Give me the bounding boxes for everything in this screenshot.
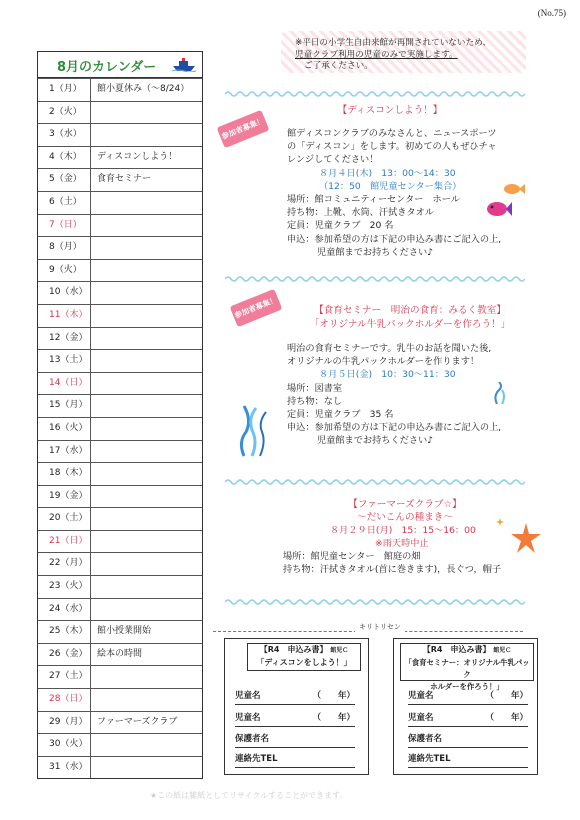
notice-line-2: 児童クラブ利用の児童のみで実施します。: [295, 49, 458, 60]
shokuiku-capacity: 定員：児童クラブ 35 名: [287, 409, 394, 421]
calendar-row: [38, 620, 202, 643]
calendar-event: [91, 599, 97, 621]
calendar-event: [91, 282, 97, 304]
calendar-row: [38, 530, 202, 553]
calendar-date: 23（火）: [38, 576, 91, 598]
shokuiku-title-1: 【食育セミナー 明治の食育：みるく教室】: [314, 305, 506, 316]
seaweed-icon: [236, 402, 272, 458]
calendar-event: [91, 192, 97, 214]
child-name-field-1[interactable]: 児童名 （ 年）: [235, 689, 355, 705]
calendar-row: [38, 485, 202, 508]
calendar-date: 10（水）: [38, 282, 91, 304]
calendar-event: 館小夏休み（～8/24）: [97, 84, 190, 94]
disukon-body: [287, 127, 527, 259]
calendar-row: [38, 733, 202, 756]
calendar-row: [38, 236, 202, 259]
farmers-title-2: ～だいこんの種まき～: [357, 512, 453, 523]
disukon-line: 館ディスコンクラブのみなさんと、ニュースポーツ: [287, 128, 497, 139]
disukon-line: の「ディスコン」をします。初めての人もぜひチャ: [287, 141, 497, 153]
slip-title: 「ディスコンをしよう！」: [256, 658, 352, 667]
disukon-meet: （12：50 館児童センター集合）: [319, 180, 462, 192]
calendar-row: [38, 327, 202, 350]
calendar-date: 7（日）: [38, 215, 91, 237]
child-name-field-2[interactable]: 児童名 （ 年）: [408, 711, 528, 727]
calendar-event: [91, 215, 97, 237]
calendar-date: 12（金）: [38, 328, 91, 350]
calendar-event: [91, 441, 97, 463]
calendar-date: 16（火）: [38, 418, 91, 440]
recycle-footer: ★この紙は雑紙としてリサイクルすることができます。: [150, 791, 348, 800]
calendar-date: 2（火）: [38, 102, 91, 124]
calendar-event: ディスコンしよう！: [97, 151, 178, 162]
notice-line-3: ご了承ください。: [304, 61, 373, 71]
calendar-date: 31（水）: [38, 757, 91, 779]
guardian-name-field[interactable]: 保護者名: [235, 732, 355, 748]
child-name-field-1[interactable]: 児童名 （ 年）: [408, 689, 528, 705]
recruit-badge: 参加者募集！: [217, 110, 270, 148]
calendar-event: [91, 373, 97, 395]
ship-icon: [172, 58, 196, 72]
disukon-apply: 申込：参加希望の方は下記の申込み書にご記入の上,: [287, 233, 502, 245]
calendar-date: 8（月）: [38, 237, 91, 259]
calendar-date: 20（土）: [38, 508, 91, 530]
calendar-date: 17（水）: [38, 441, 91, 463]
calendar-row: [38, 643, 202, 666]
calendar-row: [38, 507, 202, 530]
calendar-row: [38, 146, 202, 169]
calendar-row: [38, 168, 202, 191]
shokuiku-items: 持ち物：なし: [287, 395, 343, 407]
disukon-place: 場所：館コミュニティーセンター ホール: [287, 194, 460, 206]
shokuiku-line: 明治の食育セミナーです。乳牛のお話を聞いた後,: [287, 343, 492, 354]
slip-head: 【R4 申込み書】 館児Ｃ: [422, 645, 512, 654]
disukon-line: レンジしてください！: [287, 154, 379, 166]
child-name-field-2[interactable]: 児童名 （ 年）: [235, 711, 355, 727]
calendar-row: [38, 191, 202, 214]
disukon-apply-2: 児童館までお持ちください♪: [317, 246, 434, 258]
recruit-badge: 参加者募集！: [230, 289, 283, 327]
calendar-date: 27（土）: [38, 666, 91, 688]
calendar-event: [91, 328, 97, 350]
calendar-event: [91, 350, 97, 372]
seaweed-icon: [493, 382, 507, 404]
calendar-event: [91, 553, 97, 575]
calendar-row: [38, 575, 202, 598]
application-slip-shokuiku: [393, 638, 538, 775]
calendar-event: [91, 757, 97, 779]
calendar-row: [38, 417, 202, 440]
calendar-date: 14（日）: [38, 373, 91, 395]
calendar-row: [38, 101, 202, 124]
calendar-row: [38, 462, 202, 485]
slip-title-1: 「食育セミナー：オリジナル牛乳パック: [404, 658, 530, 679]
calendar-date: 1（月）: [38, 79, 91, 101]
wave-divider: [225, 478, 525, 486]
calendar-event: 食育セミナー: [97, 174, 152, 185]
calendar-event: [91, 260, 97, 282]
calendar-date: 26（金）: [38, 644, 91, 666]
page-number: (No.75): [537, 8, 566, 18]
calendar-date: 18（木）: [38, 463, 91, 485]
calendar-event: [91, 395, 97, 417]
farmers-place: 場所：館児童センター 館庭の畑: [283, 551, 421, 562]
calendar-row: [38, 123, 202, 146]
wave-divider: [225, 275, 525, 283]
calendar-event: [91, 576, 97, 598]
calendar-date: 11（木）: [38, 305, 91, 327]
calendar-date: 22（月）: [38, 553, 91, 575]
shokuiku-apply: 申込：参加希望の方は下記の申込み書にご記入の上,: [287, 422, 502, 434]
calendar-event: 絵本の時間: [97, 648, 143, 659]
disukon-items: 持ち物：上靴、水筒、汗拭きタオル: [287, 207, 434, 219]
disukon-date: ８月４日(木) 13：00～14：30: [319, 167, 456, 179]
slip-title-box: [247, 643, 361, 671]
calendar-event: [91, 486, 97, 508]
calendar-date: 6（土）: [38, 192, 91, 214]
calendar-row: [38, 394, 202, 417]
calendar-row: [38, 259, 202, 282]
calendar-date: 30（火）: [38, 734, 91, 756]
calendar-date: 24（水）: [38, 599, 91, 621]
slip-head: 【R4 申込み書】 館児Ｃ: [259, 645, 349, 654]
calendar-date: 19（金）: [38, 486, 91, 508]
sparkle-icon: [496, 518, 504, 526]
starfish-icon: [510, 522, 542, 554]
calendar-event: [91, 102, 97, 124]
shokuiku-body: [287, 342, 527, 448]
shokuiku-apply-2: 児童館までお持ちください♪: [317, 435, 434, 447]
calendar-date: 4（木）: [38, 147, 91, 169]
calendar-event: [91, 734, 97, 756]
guardian-name-field[interactable]: 保護者名: [408, 732, 528, 748]
calendar-date: 29（月）: [38, 712, 91, 734]
calendar-row: [38, 214, 202, 237]
shokuiku-date: ８月５日(金) 10：30～11：30: [319, 369, 456, 381]
calendar-date: 13（土）: [38, 350, 91, 372]
disukon-title: 【ディスコンしよう！】: [337, 105, 443, 116]
calendar-row: [38, 281, 202, 304]
calendar-row: [38, 756, 202, 779]
calendar-date: 15（月）: [38, 395, 91, 417]
shokuiku-place: 場所：図書室: [287, 382, 343, 394]
notice-box: [281, 31, 526, 73]
farmers-title-1: 【ファーマーズクラブ☆】: [348, 499, 462, 510]
calendar-event: [91, 531, 97, 553]
calendar-event: [91, 666, 97, 688]
application-slip-disukon: [224, 638, 369, 775]
fish-icon: [503, 183, 525, 195]
wave-divider: [225, 90, 525, 98]
calendar-event: 館小授業開始: [97, 626, 152, 637]
calendar-title: 8月のカレンダー: [57, 60, 157, 75]
cut-label: キリトリセン: [355, 622, 405, 632]
wave-divider: [225, 598, 525, 606]
farmers-rain: ※雨天時中止: [375, 538, 429, 549]
calendar-date: 28（日）: [38, 689, 91, 711]
calendar-date: 9（火）: [38, 260, 91, 282]
disukon-capacity: 定員：児童クラブ 20 名: [287, 220, 394, 232]
calendar-row: [38, 711, 202, 734]
shokuiku-title-2: 「オリジナル牛乳パックホルダーを作ろう！」: [309, 319, 511, 330]
calendar-row: [38, 304, 202, 327]
calendar-row: [38, 688, 202, 711]
calendar-header: [38, 52, 202, 78]
calendar-event: [91, 237, 97, 259]
calendar-row: [38, 372, 202, 395]
shokuiku-line: オリジナルの牛乳パックホルダーを作ります！: [287, 356, 480, 368]
farmers-items: 持ち物：汗拭きタオル(首に巻きます)，長ぐつ，帽子: [283, 564, 502, 575]
calendar-event: [91, 418, 97, 440]
calendar-rows: [38, 78, 202, 778]
calendar-date: 21（日）: [38, 531, 91, 553]
calendar-date: 25（木）: [38, 621, 91, 643]
calendar-row: [38, 440, 202, 463]
notice-line-1: ※平日の小学生自由来館が再開されていないため、: [295, 38, 491, 48]
august-calendar: [37, 51, 203, 779]
calendar-date: 3（水）: [38, 124, 91, 146]
contact-tel-field[interactable]: 連絡先TEL: [235, 752, 355, 768]
slip-title-2: ホルダーを作ろう！」: [430, 682, 504, 691]
calendar-date: 5（金）: [38, 169, 91, 191]
calendar-row: [38, 552, 202, 575]
calendar-event: [91, 124, 97, 146]
calendar-event: [91, 689, 97, 711]
calendar-row: [38, 598, 202, 621]
slip-title-box: [400, 643, 534, 691]
calendar-event: [91, 508, 97, 530]
tropical-fish-icon: [486, 200, 512, 218]
calendar-event: ファーマーズクラブ: [97, 716, 178, 727]
calendar-event: [91, 305, 97, 327]
calendar-row: [38, 78, 202, 101]
calendar-event: [91, 463, 97, 485]
calendar-row: [38, 665, 202, 688]
farmers-date: ８月２９日(月) 15：15～16：00: [330, 525, 476, 536]
contact-tel-field[interactable]: 連絡先TEL: [408, 752, 528, 768]
calendar-row: [38, 349, 202, 372]
